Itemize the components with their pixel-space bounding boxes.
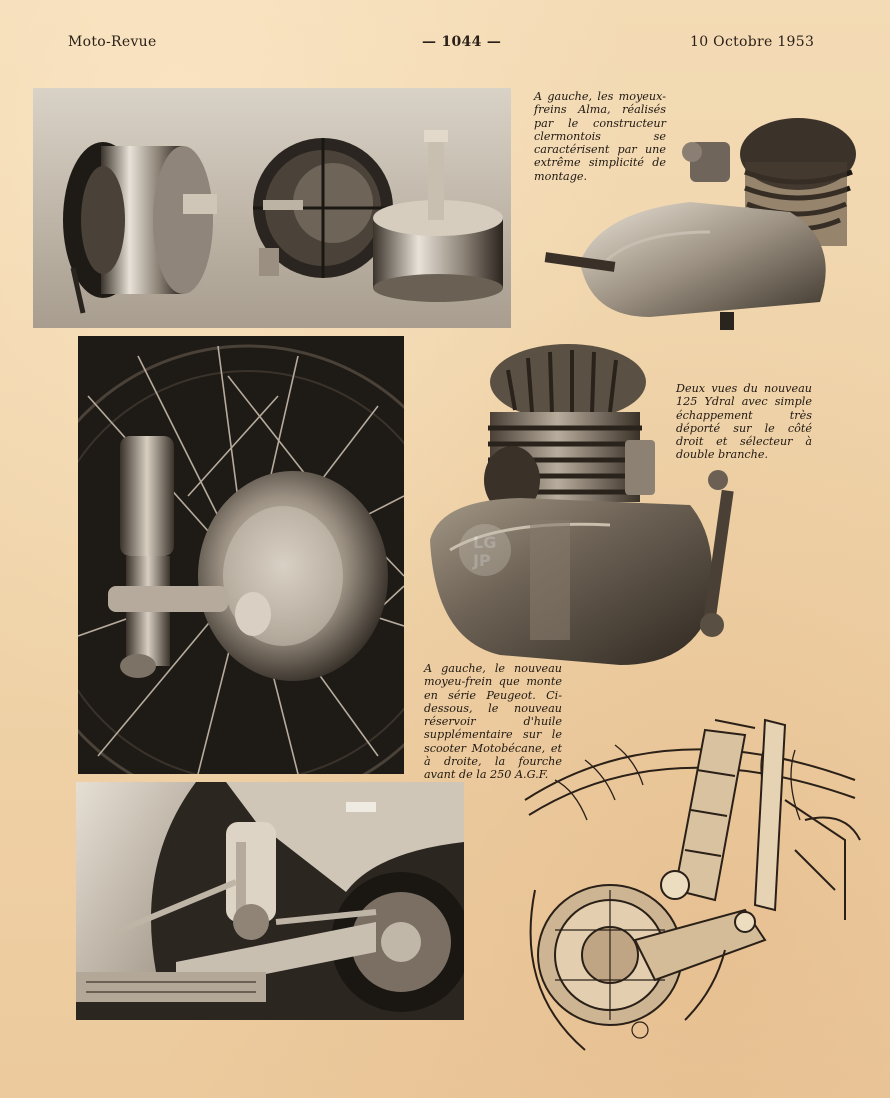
publication-name: Moto-Revue [68, 34, 157, 50]
artist-signature-seal [632, 1022, 648, 1038]
svg-text:JP: JP [473, 551, 491, 570]
caption-ydral: Deux vues du nouveau 125 Ydral avec simple échappement très déporté sur le côté droit et sélecteur à double branche. [676, 382, 812, 462]
watermark-logo [455, 520, 515, 580]
alma-hubs-photo [33, 88, 511, 328]
svg-text:LG: LG [473, 533, 497, 552]
motobecane-scooter-photo [76, 782, 464, 1020]
ydral-engine-top-photo [540, 102, 860, 334]
caption-peugeot: A gauche, le nouveau moyeu-frein que monte en série Peugeot. Ci-dessous, le nouveau réservoir d'huile supplémentaire sur le scooter Motobécane, et à droite, la fourche avant de la 250 A.G.F. [424, 662, 562, 782]
page-number: — 1044 — [422, 34, 502, 50]
agf-fork-drawing [515, 690, 865, 1060]
issue-date: 10 Octobre 1953 [690, 34, 815, 50]
caption-alma: A gauche, les moyeux-freins Alma, réalisés par le constructeur clermontois se caractérisent par une extrême simplicité de montage. [534, 90, 666, 183]
peugeot-hub-photo [78, 336, 404, 774]
